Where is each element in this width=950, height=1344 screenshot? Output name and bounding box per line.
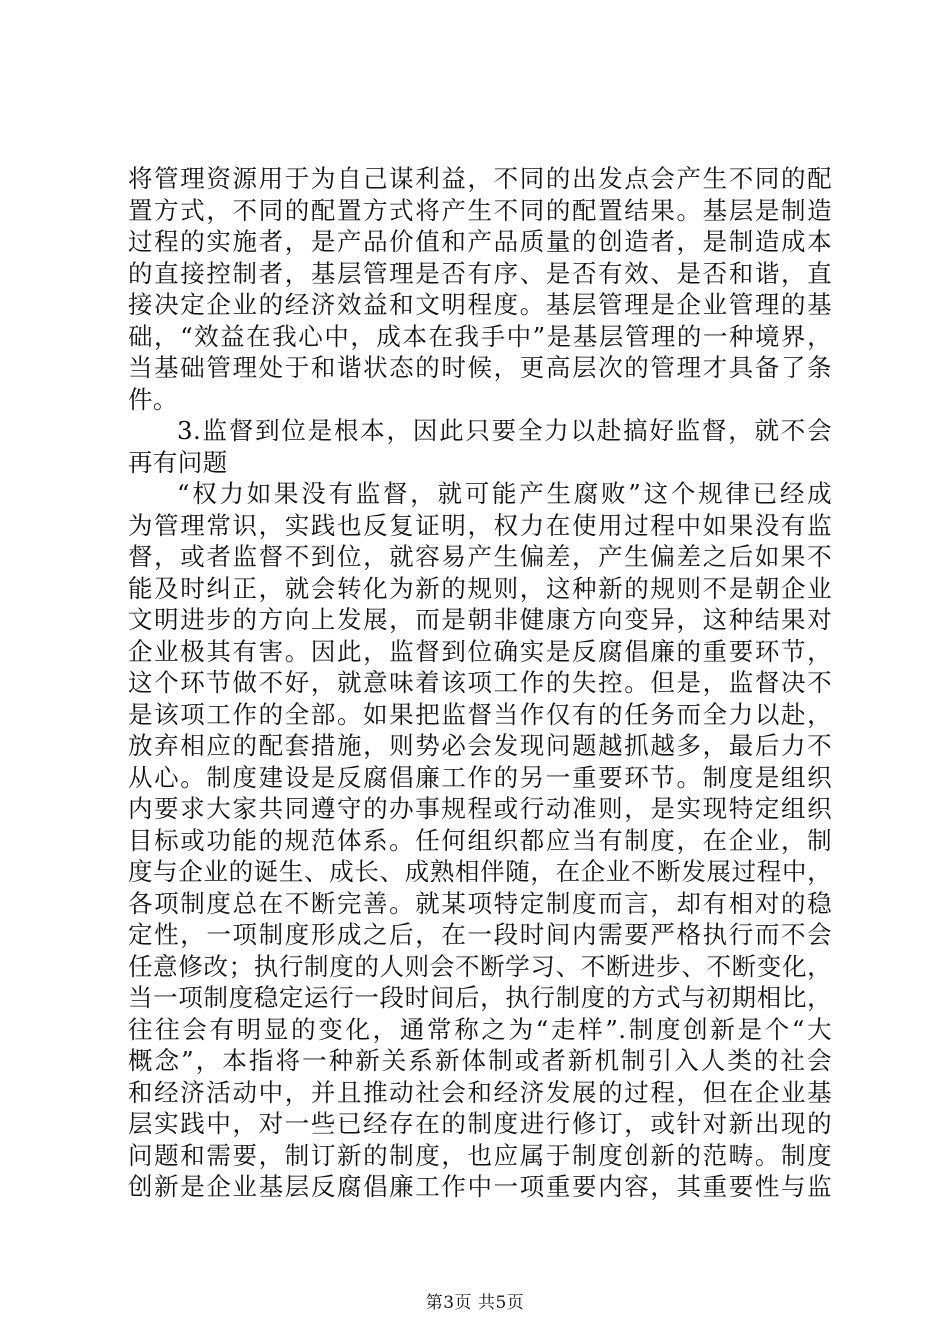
- text-line: 能及时纠正，就会转化为新的规则，这种新的规则不是朝企业: [128, 573, 832, 603]
- text-line: 放弃相应的配套措施，则势必会发现问题越抓越多，最后力不: [128, 731, 832, 760]
- document-body: [128, 163, 832, 1203]
- text-line: 概念”，本指将一种新关系新体制或者新机制引入人类的社会: [128, 1046, 832, 1075]
- text-line: 任意修改；执行制度的人则会不断学习、不断进步、不断变化，: [128, 951, 832, 981]
- section-heading-line: 3.监督到位是根本，因此只要全力以赴搞好监督，就不会: [177, 416, 832, 445]
- text-line: 和经济活动中，并且推动社会和经济发展的过程，但在企业基: [128, 1077, 832, 1107]
- text-line: 督，或者监督不到位，就容易产生偏差，产生偏差之后如果不: [128, 542, 832, 571]
- text-line: 各项制度总在不断完善。就某项特定制度而言，却有相对的稳: [128, 888, 832, 918]
- page-number-footer: 第3页 共5页: [425, 1293, 525, 1313]
- text-line: 接决定企业的经济效益和文明程度。基层管理是企业管理的基: [128, 290, 832, 319]
- text-line: 度与企业的诞生、成长、成熟相伴随，在企业不断发展过程中，: [128, 857, 832, 886]
- text-line: 过程的实施者，是产品价值和产品质量的创造者，是制造成本: [128, 227, 832, 256]
- text-line: 问题和需要，制订新的制度，也应属于制度创新的范畴。制度: [128, 1140, 832, 1170]
- text-line: 创新是企业基层反腐倡廉工作中一项重要内容，其重要性与监: [128, 1172, 832, 1201]
- text-line: 件。: [128, 384, 178, 414]
- text-line: 将管理资源用于为自己谋利益，不同的出发点会产生不同的配: [128, 164, 832, 193]
- text-line: 当基础管理处于和谐状态的时候，更高层次的管理才具备了条: [128, 353, 832, 382]
- text-line: 目标或功能的规范体系。任何组织都应当有制度，在企业，制: [128, 825, 832, 855]
- text-line: 从心。制度建设是反腐倡廉工作的另一重要环节。制度是组织: [128, 762, 832, 792]
- text-line: 往往会有明显的变化，通常称之为“走样”.制度创新是个“大: [128, 1014, 832, 1044]
- text-line: 这个环节做不好，就意味着该项工作的失控。但是，监督决不: [128, 668, 832, 697]
- text-line: 文明进步的方向上发展，而是朝非健康方向变异，这种结果对: [128, 605, 832, 634]
- text-line: 的直接控制者，基层管理是否有序、是否有效、是否和谐，直: [128, 258, 832, 288]
- text-line: 企业极其有害。因此，监督到位确实是反腐倡廉的重要环节，: [128, 636, 832, 666]
- text-line: 础，“效益在我心中，成本在我手中”是基层管理的一种境界，: [128, 321, 832, 351]
- text-line: 定性，一项制度形成之后，在一段时间内需要严格执行而不会: [128, 920, 832, 949]
- section-heading-line: 再有问题: [128, 447, 228, 477]
- text-line: 置方式，不同的配置方式将产生不同的配置结果。基层是制造: [128, 195, 832, 225]
- text-line: 为管理常识，实践也反复证明，权力在使用过程中如果没有监: [128, 510, 832, 540]
- text-line: 内要求大家共同遵守的办事规程或行动准则，是实现特定组织: [128, 794, 832, 823]
- text-line: 层实践中，对一些已经存在的制度进行修订，或针对新出现的: [128, 1109, 832, 1138]
- text-line: “权力如果没有监督，就可能产生腐败”这个规律已经成: [177, 479, 832, 508]
- text-line: 是该项工作的全部。如果把监督当作仅有的任务而全力以赴，: [128, 699, 832, 729]
- text-line: 当一项制度稳定运行一段时间后，执行制度的方式与初期相比，: [128, 983, 832, 1012]
